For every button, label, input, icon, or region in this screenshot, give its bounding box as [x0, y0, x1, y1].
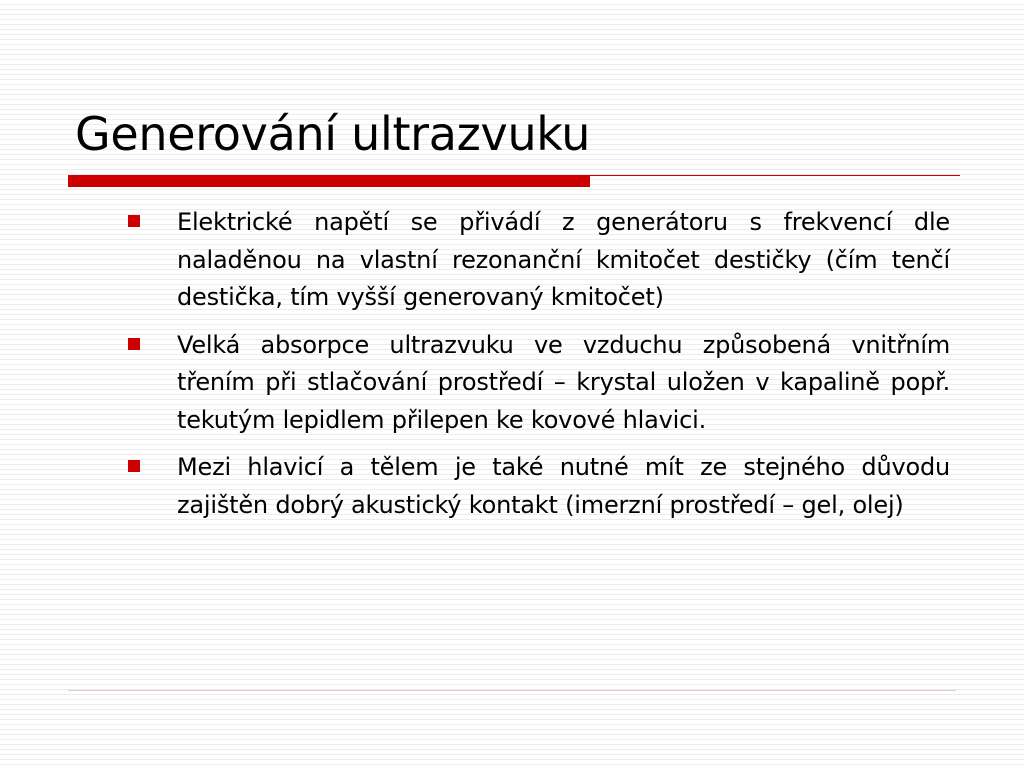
- bullet-text: Velká absorpce ultrazvuku ve vzduchu způsobená vnitřním třením při stlačování prostředí – krystal uložen v kapalině popř. tekutým lepidlem přilepen ke kovové hlavici.: [177, 330, 950, 434]
- bullet-item: [128, 204, 950, 317]
- slide-title: Generování ultrazvuku: [75, 107, 591, 161]
- bullet-item: [128, 327, 950, 440]
- bullet-text: Elektrické napětí se přivádí z generátoru s frekvencí dle naladěnou na vlastní rezonanční kmitočet destičky (čím tenčí destička, tím vyšší generovaný kmitočet): [177, 208, 950, 311]
- title-underline-thin: [590, 175, 960, 176]
- square-bullet-icon: [128, 338, 140, 350]
- title-underline-thick: [68, 175, 590, 187]
- bullet-item: [128, 449, 950, 524]
- square-bullet-icon: [128, 215, 140, 227]
- bullet-list: [128, 204, 950, 534]
- square-bullet-icon: [128, 460, 140, 472]
- bullet-text: Mezi hlavicí a tělem je také nutné mít ze stejného důvodu zajištěn dobrý akustický kontakt (imerzní prostředí – gel, olej): [177, 453, 950, 519]
- footer-divider: [68, 690, 956, 691]
